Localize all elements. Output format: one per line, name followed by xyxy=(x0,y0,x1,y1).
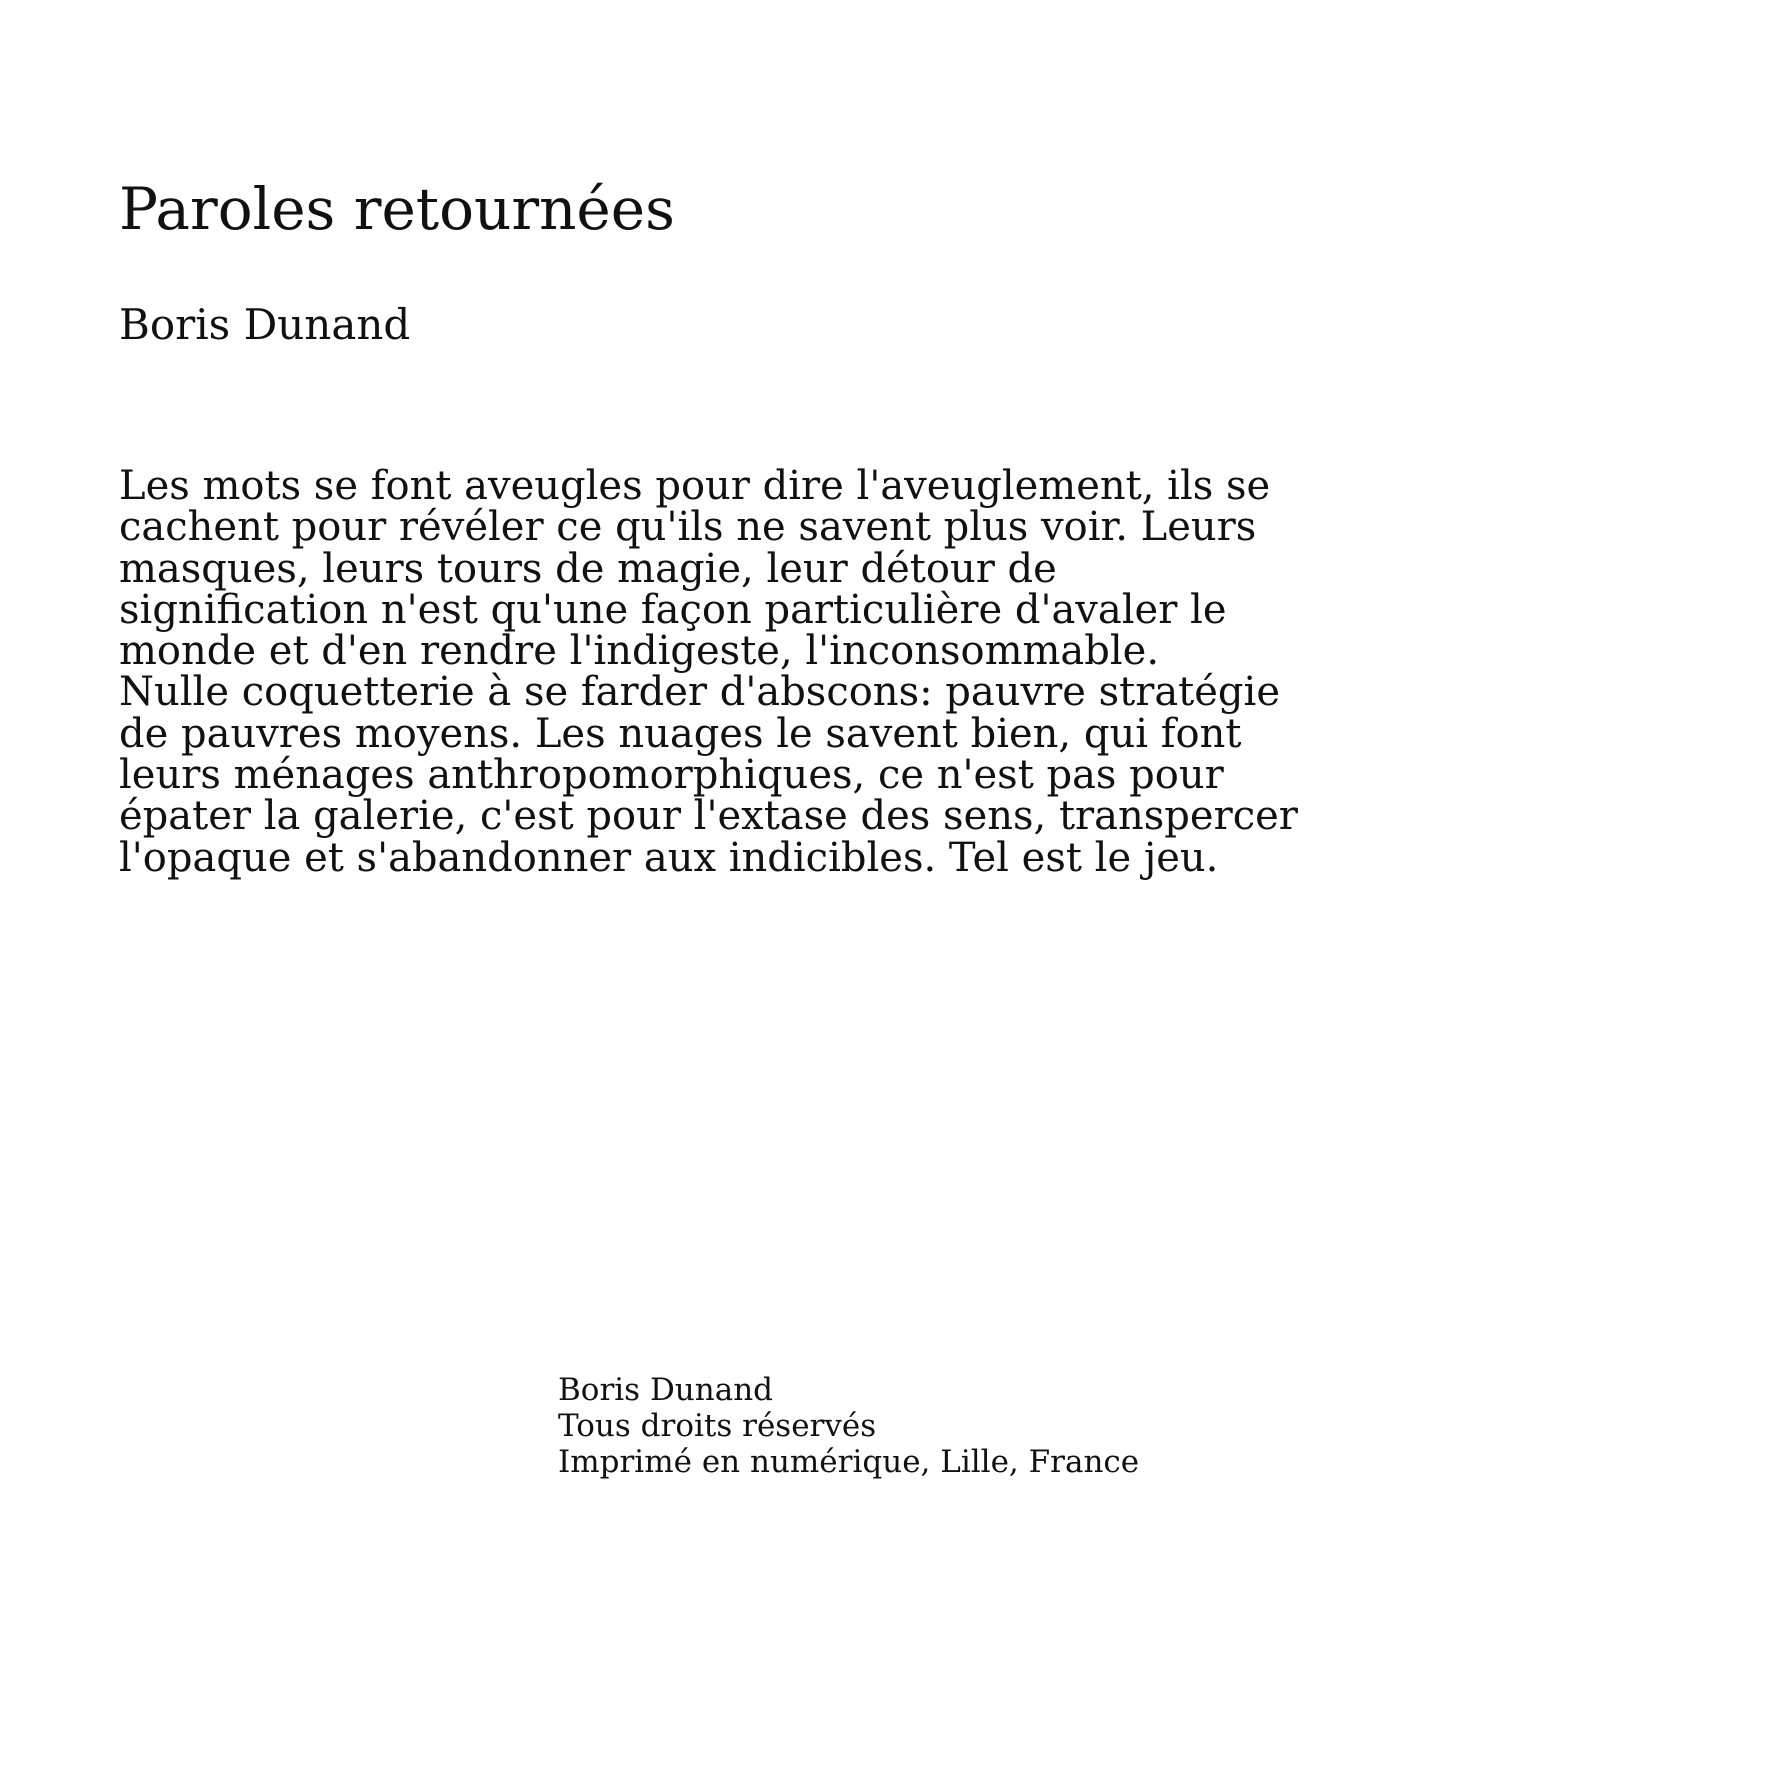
body-line: cachent pour révéler ce qu'ils ne savent plus voir. Leurs xyxy=(119,504,1257,551)
body-line: Nulle coquetterie à se farder d'abscons: pauvre stratégie xyxy=(119,669,1280,716)
body-line: signification n'est qu'une façon particulière d'avaler le xyxy=(119,586,1227,633)
body-line: monde et d'en rendre l'indigeste, l'inconsommable. xyxy=(119,628,1160,675)
body-line: masques, leurs tours de magie, leur détour de xyxy=(119,545,1057,592)
author-name: Boris Dunand xyxy=(119,300,411,349)
colophon xyxy=(558,1372,1139,1480)
colophon-rights: Tous droits réservés xyxy=(558,1408,877,1444)
body-line: Les mots se font aveugles pour dire l'aveuglement, ils se xyxy=(119,463,1271,509)
page-title: Paroles retournées xyxy=(119,175,675,243)
body-paragraph xyxy=(119,463,1329,881)
colophon-printing: Imprimé en numérique, Lille, France xyxy=(558,1444,1140,1480)
body-line: épater la galerie, c'est pour l'extase des sens, transpercer xyxy=(119,793,1298,840)
body-line: de pauvres moyens. Les nuages le savent bien, qui font xyxy=(119,710,1242,757)
body-line: l'opaque et s'abandonner aux indicibles. Tel est le jeu. xyxy=(119,834,1219,881)
colophon-author: Boris Dunand xyxy=(558,1372,774,1408)
body-line: leurs ménages anthropomorphiques, ce n'est pas pour xyxy=(119,752,1224,799)
